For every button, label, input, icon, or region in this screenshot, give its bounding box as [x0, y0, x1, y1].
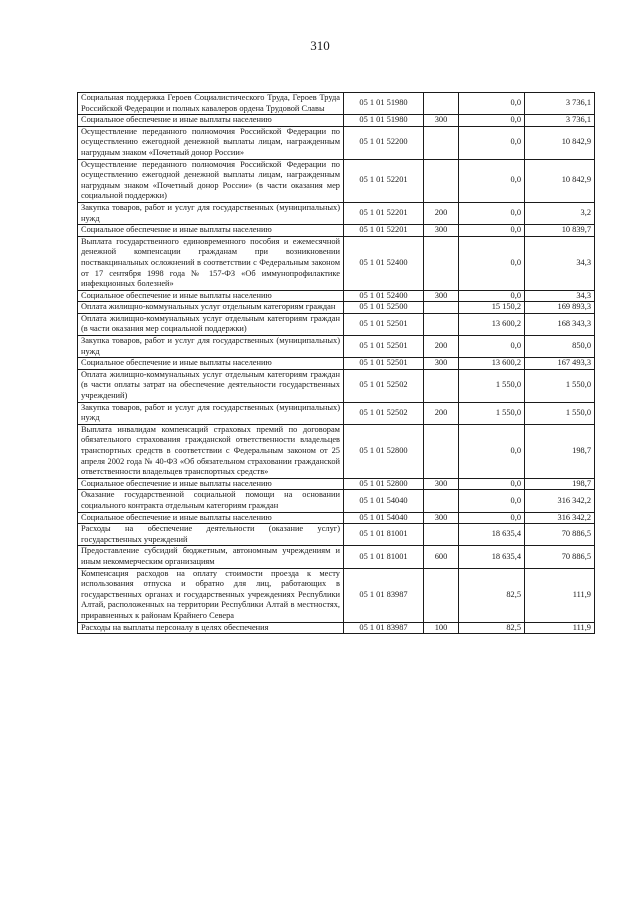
- target-code-cell: 05 1 01 54040: [344, 490, 424, 512]
- amount-first-cell: 18 635,4: [459, 524, 525, 546]
- amount-first-cell: 18 635,4: [459, 546, 525, 568]
- table-row: [78, 115, 595, 127]
- amount-first-cell: 0,0: [459, 424, 525, 478]
- amount-first-cell: 0,0: [459, 236, 525, 290]
- amount-first-cell: 0,0: [459, 225, 525, 237]
- expense-type-cell: [424, 524, 459, 546]
- amount-second-cell: 111,9: [525, 568, 595, 622]
- expense-type-cell: [424, 424, 459, 478]
- expense-name-cell: Выплата государственного единовременного пособия и ежемесячной денежной компенсации гражданам при возникновении поствакцинальных осложнений в соответствии с Федеральным законом от 17 сентября 1998 года № 157-ФЗ «Об иммунопрофилактике инфекционных болезней»: [78, 236, 344, 290]
- amount-second-cell: 1 550,0: [525, 369, 595, 402]
- expense-type-cell: [424, 313, 459, 335]
- amount-first-cell: 0,0: [459, 512, 525, 524]
- table-row: [78, 402, 595, 424]
- expense-name-cell: Закупка товаров, работ и услуг для государственных (муниципальных) нужд: [78, 402, 344, 424]
- expense-name-cell: Социальное обеспечение и иные выплаты населению: [78, 512, 344, 524]
- expense-name-cell: Предоставление субсидий бюджетным, автономным учреждениям и иным некоммерческим организациям: [78, 546, 344, 568]
- table-row: [78, 424, 595, 478]
- amount-second-cell: 198,7: [525, 424, 595, 478]
- table-row: [78, 336, 595, 358]
- table-row: [78, 126, 595, 159]
- target-code-cell: 05 1 01 52400: [344, 290, 424, 302]
- amount-second-cell: 168 343,3: [525, 313, 595, 335]
- amount-second-cell: 10 842,9: [525, 159, 595, 202]
- expense-type-cell: [424, 93, 459, 115]
- expense-type-cell: 300: [424, 512, 459, 524]
- target-code-cell: 05 1 01 52501: [344, 336, 424, 358]
- amount-second-cell: 3,2: [525, 202, 595, 224]
- table-row: [78, 202, 595, 224]
- expense-name-cell: Социальное обеспечение и иные выплаты населению: [78, 358, 344, 370]
- expense-type-cell: [424, 236, 459, 290]
- expense-name-cell: Социальная поддержка Героев Социалистического Труда, Героев Труда Российской Федерации и полных кавалеров ордена Трудовой Славы: [78, 93, 344, 115]
- amount-second-cell: 316 342,2: [525, 490, 595, 512]
- table-row: [78, 490, 595, 512]
- table-row: [78, 478, 595, 490]
- expense-type-cell: [424, 369, 459, 402]
- expense-name-cell: Осуществление переданного полномочия Российской Федерации по осуществлению ежегодной денежной выплаты лицам, награжденным нагрудным знаком «Почетный донор России» (в части оказания мер социальной поддержки): [78, 159, 344, 202]
- target-code-cell: 05 1 01 52400: [344, 236, 424, 290]
- amount-first-cell: 82,5: [459, 568, 525, 622]
- amount-second-cell: 70 886,5: [525, 524, 595, 546]
- expense-name-cell: Расходы на выплаты персоналу в целях обеспечения: [78, 622, 344, 634]
- target-code-cell: 05 1 01 83987: [344, 568, 424, 622]
- expense-type-cell: 300: [424, 358, 459, 370]
- target-code-cell: 05 1 01 51980: [344, 115, 424, 127]
- expense-name-cell: Оплата жилищно-коммунальных услуг отдельным категориям граждан (в части оплаты затрат на обеспечение деятельности государственных учреждений): [78, 369, 344, 402]
- amount-first-cell: 0,0: [459, 159, 525, 202]
- budget-table: [77, 92, 595, 634]
- amount-first-cell: 15 150,2: [459, 302, 525, 314]
- target-code-cell: 05 1 01 52200: [344, 126, 424, 159]
- expense-type-cell: 300: [424, 290, 459, 302]
- expense-type-cell: 300: [424, 115, 459, 127]
- table-row: [78, 524, 595, 546]
- amount-second-cell: 10 842,9: [525, 126, 595, 159]
- budget-table-body: [78, 93, 595, 634]
- expense-type-cell: 200: [424, 336, 459, 358]
- target-code-cell: 05 1 01 51980: [344, 93, 424, 115]
- amount-second-cell: 111,9: [525, 622, 595, 634]
- target-code-cell: 05 1 01 52502: [344, 402, 424, 424]
- expense-type-cell: 600: [424, 546, 459, 568]
- table-row: [78, 512, 595, 524]
- table-row: [78, 302, 595, 314]
- amount-first-cell: 0,0: [459, 93, 525, 115]
- expense-name-cell: Компенсация расходов на оплату стоимости проезда к месту использования отпуска и обратно для лиц, работающих в государственных органах и государственных учреждениях Республики Алтай, расположенных на территории Республики Алтай в местностях, приравненных к районам Крайнего Севера: [78, 568, 344, 622]
- expense-type-cell: 100: [424, 622, 459, 634]
- table-row: [78, 313, 595, 335]
- expense-name-cell: Выплата инвалидам компенсаций страховых премий по договорам обязательного страхования гражданской ответственности владельцев транспортных средств в соответствии с Федеральным законом от 25 апреля 2002 года № 40-ФЗ «Об обязательном страховании гражданской ответственности владельцев транспортных средств»: [78, 424, 344, 478]
- amount-second-cell: 850,0: [525, 336, 595, 358]
- amount-second-cell: 1 550,0: [525, 402, 595, 424]
- amount-first-cell: 0,0: [459, 336, 525, 358]
- expense-type-cell: [424, 568, 459, 622]
- amount-second-cell: 198,7: [525, 478, 595, 490]
- amount-first-cell: 82,5: [459, 622, 525, 634]
- expense-name-cell: Закупка товаров, работ и услуг для государственных (муниципальных) нужд: [78, 336, 344, 358]
- target-code-cell: 05 1 01 52800: [344, 424, 424, 478]
- table-row: [78, 290, 595, 302]
- expense-name-cell: Социальное обеспечение и иные выплаты населению: [78, 225, 344, 237]
- table-row: [78, 93, 595, 115]
- expense-type-cell: 200: [424, 402, 459, 424]
- amount-first-cell: 0,0: [459, 115, 525, 127]
- target-code-cell: 05 1 01 52501: [344, 313, 424, 335]
- table-row: [78, 546, 595, 568]
- expense-name-cell: Расходы на обеспечение деятельности (оказание услуг) государственных учреждений: [78, 524, 344, 546]
- amount-first-cell: 0,0: [459, 478, 525, 490]
- amount-first-cell: 1 550,0: [459, 369, 525, 402]
- expense-type-cell: [424, 159, 459, 202]
- amount-second-cell: 3 736,1: [525, 115, 595, 127]
- target-code-cell: 05 1 01 52201: [344, 159, 424, 202]
- expense-type-cell: [424, 302, 459, 314]
- target-code-cell: 05 1 01 52500: [344, 302, 424, 314]
- amount-second-cell: 3 736,1: [525, 93, 595, 115]
- amount-first-cell: 0,0: [459, 202, 525, 224]
- target-code-cell: 05 1 01 54040: [344, 512, 424, 524]
- amount-first-cell: 1 550,0: [459, 402, 525, 424]
- table-row: [78, 159, 595, 202]
- target-code-cell: 05 1 01 81001: [344, 524, 424, 546]
- table-row: [78, 568, 595, 622]
- expense-type-cell: 200: [424, 202, 459, 224]
- amount-second-cell: 10 839,7: [525, 225, 595, 237]
- expense-name-cell: Оплата жилищно-коммунальных услуг отдельным категориям граждан (в части оказания мер социальной поддержки): [78, 313, 344, 335]
- amount-first-cell: 0,0: [459, 290, 525, 302]
- amount-second-cell: 70 886,5: [525, 546, 595, 568]
- expense-name-cell: Оплата жилищно-коммунальных услуг отдельным категориям граждан: [78, 302, 344, 314]
- expense-name-cell: Социальное обеспечение и иные выплаты населению: [78, 478, 344, 490]
- table-row: [78, 369, 595, 402]
- target-code-cell: 05 1 01 52501: [344, 358, 424, 370]
- page-number: 310: [310, 38, 330, 53]
- table-row: [78, 225, 595, 237]
- expense-type-cell: [424, 126, 459, 159]
- amount-second-cell: 167 493,3: [525, 358, 595, 370]
- target-code-cell: 05 1 01 52201: [344, 225, 424, 237]
- target-code-cell: 05 1 01 81001: [344, 546, 424, 568]
- expense-name-cell: Социальное обеспечение и иные выплаты населению: [78, 290, 344, 302]
- expense-type-cell: [424, 490, 459, 512]
- target-code-cell: 05 1 01 52201: [344, 202, 424, 224]
- target-code-cell: 05 1 01 52800: [344, 478, 424, 490]
- amount-first-cell: 13 600,2: [459, 313, 525, 335]
- table-row: [78, 236, 595, 290]
- amount-second-cell: 34,3: [525, 290, 595, 302]
- target-code-cell: 05 1 01 83987: [344, 622, 424, 634]
- expense-name-cell: Оказание государственной социальной помощи на основании социального контракта отдельным категориям граждан: [78, 490, 344, 512]
- amount-first-cell: 0,0: [459, 490, 525, 512]
- expense-name-cell: Закупка товаров, работ и услуг для государственных (муниципальных) нужд: [78, 202, 344, 224]
- amount-first-cell: 0,0: [459, 126, 525, 159]
- expense-name-cell: Осуществление переданного полномочия Российской Федерации по осуществлению ежегодной денежной выплаты лицам, награжденным нагрудным знаком «Почетный донор России»: [78, 126, 344, 159]
- table-row: [78, 358, 595, 370]
- amount-second-cell: 169 893,3: [525, 302, 595, 314]
- expense-type-cell: 300: [424, 478, 459, 490]
- expense-name-cell: Социальное обеспечение и иные выплаты населению: [78, 115, 344, 127]
- target-code-cell: 05 1 01 52502: [344, 369, 424, 402]
- amount-second-cell: 316 342,2: [525, 512, 595, 524]
- amount-first-cell: 13 600,2: [459, 358, 525, 370]
- amount-second-cell: 34,3: [525, 236, 595, 290]
- expense-type-cell: 300: [424, 225, 459, 237]
- table-row: [78, 622, 595, 634]
